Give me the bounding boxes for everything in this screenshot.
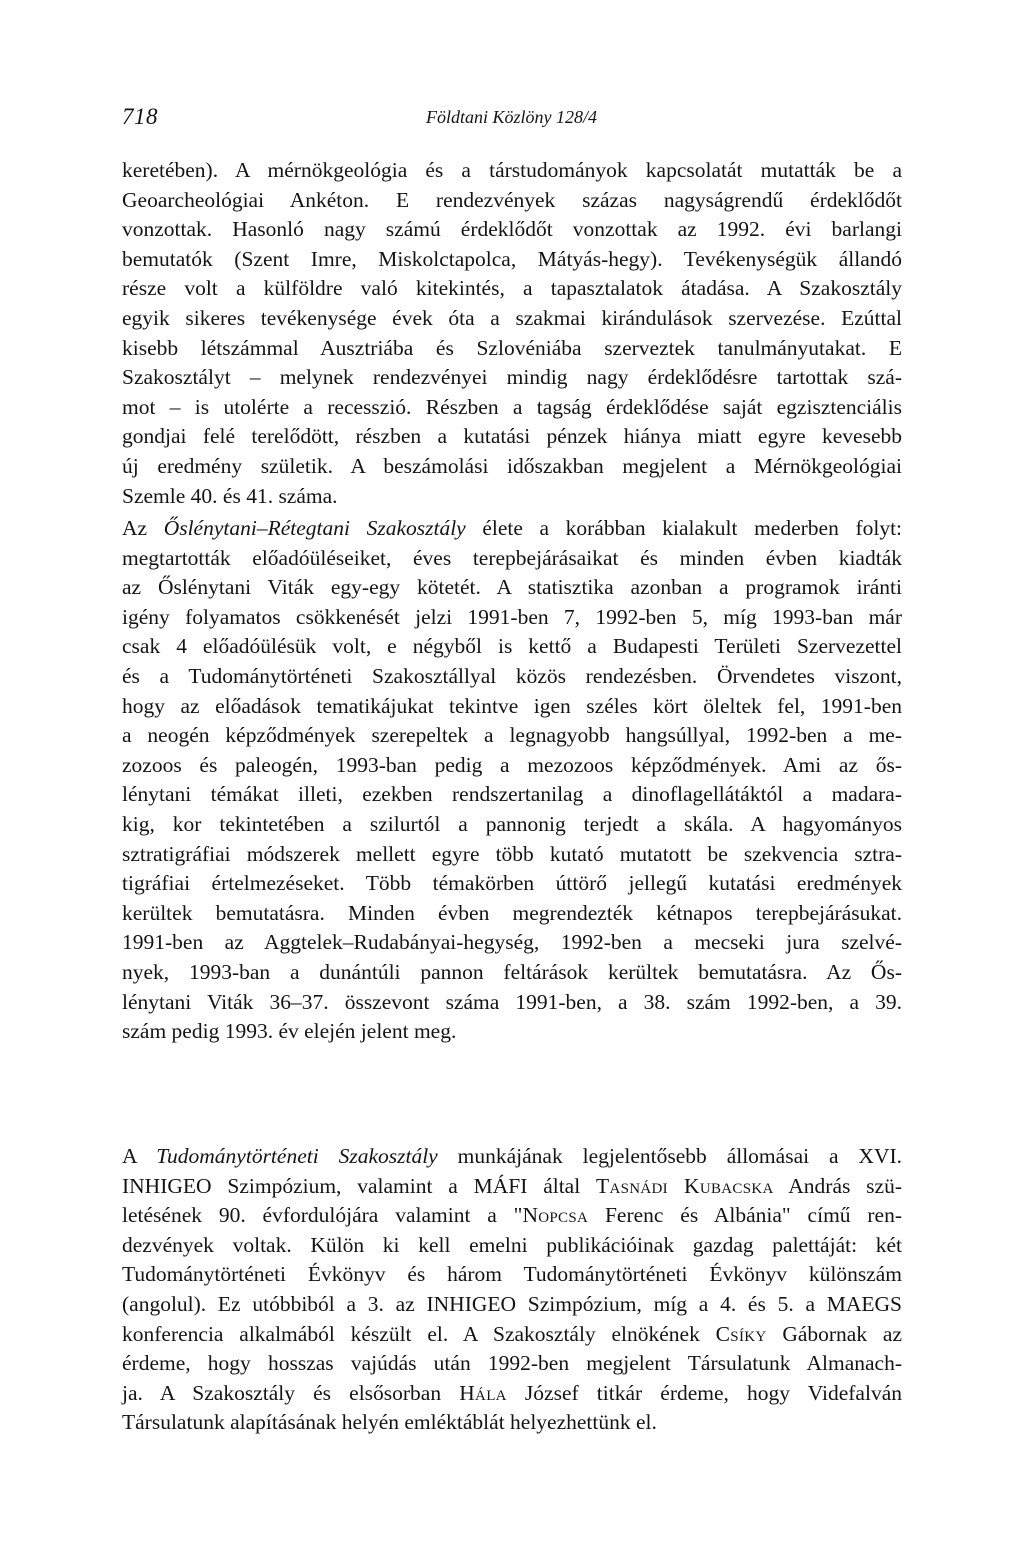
text-fragment: INHIGEO Szimpózium, valamint a MÁFI által [122, 1173, 581, 1198]
text-line: szám pedig 1993. év elején jelent meg. [122, 1019, 457, 1044]
text-line: egyik sikeres tevékenysége évek óta a szakmai kirándulások szervezése. Ezúttal [122, 305, 902, 330]
text-line: nyek, 1993-ban a dunántúli pannon feltárások kerültek bemutatásra. Az Ős- [122, 959, 902, 984]
text-line: új eredmény születik. A beszámolási időszakban megjelent a Mérnökgeológiai [122, 453, 902, 478]
person-name-smallcaps: Tasnádi Kubacska [596, 1173, 774, 1198]
text-line: megtartották előadóüléseiket, éves terepbejárásaikat és minden évben kiadták [122, 545, 902, 570]
text-line: mot – is utolérte a recesszió. Részben a tagság érdeklődése saját egzisztenciális [122, 394, 902, 419]
text-line: érdeme, hogy hosszas vajúdás után 1992-ben megjelent Társulatunk Almanach- [122, 1351, 902, 1376]
text-line: csak 4 előadóülésük volt, e négyből is kettő a Budapesti Területi Szervezettel [122, 634, 902, 659]
text-line: kerültek bemutatásra. Minden évben megrendezték kétnapos terepbejárásukat. [122, 900, 902, 925]
text-line: Szakosztályt – melynek rendezvényei mindig nagy érdeklődésre tartottak szá- [122, 365, 902, 390]
text-line: igény folyamatos csökkenését jelzi 1991-ben 7, 1992-ben 5, míg 1993-ban már [122, 604, 902, 629]
text-line: kisebb létszámmal Ausztriába és Szlovéniába szerveztek tanulmányutakat. E [122, 335, 902, 360]
text-line: gondjai felé terelődött, részben a kutatási pénzek hiánya miatt egyre kevesebb [122, 424, 902, 449]
person-name-smallcaps: Csíky [715, 1321, 767, 1346]
text-line: hogy az előadások tematikájukat tekintve igen széles kört öleltek fel, 1991-ben [122, 693, 902, 718]
text-line: (angolul). Ez utóbbiból a 3. az INHIGEO Szimpózium, míg a 4. és 5. a MAEGS [122, 1291, 902, 1316]
text-line: 1991-ben az Aggtelek–Rudabányai-hegység, 1992-ben a mecseki jura szelvé- [122, 930, 902, 955]
paragraph-paleontology-section [122, 514, 902, 1047]
paragraph-history-section [122, 1142, 902, 1438]
section-name-emphasis: Tudománytörténeti Szakosztály [156, 1144, 438, 1168]
text-line [122, 1142, 902, 1172]
text-fragment: Az [122, 516, 148, 540]
text-line: Geoarcheológiai Ankéton. E rendezvények százas nagyságrendű érdeklődőt [122, 187, 902, 212]
text-line: és a Tudománytörténeti Szakosztállyal közös rendezésben. Örvendetes viszont, [122, 663, 902, 688]
text-line: az Őslénytani Viták egy-egy kötetét. A statisztika azonban a programok iránti [122, 575, 902, 600]
text-line: keretében). A mérnökgeológia és a társtudományok kapcsolatát mutatták be a [122, 158, 902, 182]
text-line [122, 1320, 902, 1350]
text-fragment: Gábornak az [782, 1321, 902, 1346]
text-line [122, 1172, 902, 1202]
text-line: Tudománytörténeti Évkönyv és három Tudománytörténeti Évkönyv különszám [122, 1262, 902, 1287]
text-line: része volt a külföldre való kitekintés, a tapasztalatok átadása. A Szakosztály [122, 276, 902, 301]
text-line: lénytani témákat illeti, ezekben rendszertanilag a dinoflagellátáktól a madara- [122, 782, 902, 807]
person-name-smallcaps: Hála [459, 1380, 507, 1405]
text-line: zozoos és paleogén, 1993-ban pedig a mezozoos képződmények. Ami az ős- [122, 752, 902, 777]
text-line: bemutatók (Szent Imre, Miskolctapolca, Mátyás-hegy). Tevékenységük állandó [122, 246, 902, 271]
person-name-smallcaps: Nopcsa [522, 1203, 589, 1228]
text-line [122, 1201, 902, 1231]
page-number: 718 [122, 104, 158, 129]
text-fragment: Ferenc és Albánia" című ren- [604, 1203, 902, 1228]
text-line: dezvények voltak. Külön ki kell emelni publikációinak gazdag palettáját: két [122, 1232, 902, 1257]
text-line: vonzottak. Hasonló nagy számú érdeklődőt vonzottak az 1992. évi barlangi [122, 217, 902, 242]
paragraph-engineering-geology [122, 156, 902, 511]
running-header [122, 104, 902, 136]
text-fragment: József titkár érdeme, hogy Videfalván [524, 1380, 902, 1405]
text-line: kig, kor tekintetében a szilurtól a pannonig terjedt a skála. A hagyományos [122, 811, 902, 836]
text-line: Szemle 40. és 41. száma. [122, 483, 338, 508]
text-fragment: munkájának legjelentősebb állomásai a XVI. [457, 1144, 903, 1168]
text-fragment: letésének 90. évfordulójára valamint a " [122, 1203, 523, 1228]
text-line: a neogén képződmények szerepeltek a legnagyobb hangsúllyal, 1992-ben a me- [122, 723, 902, 748]
text-line: sztratigráfiai módszerek mellett egyre több kutató mutatott be szekvencia sztra- [122, 841, 902, 866]
text-line [122, 514, 902, 544]
section-name-emphasis: Őslénytani–Rétegtani Szakosztály [163, 516, 466, 540]
text-fragment: konferencia alkalmából készült el. A Szakosztály elnökének [122, 1321, 700, 1346]
journal-title: Földtani Közlöny 128/4 [426, 107, 597, 127]
text-line: Társulatunk alapításának helyén emléktáblát helyezhettünk el. [122, 1410, 657, 1435]
text-line: tigráfiai értelmezéseket. Több témakörben úttörő jellegű kutatási eredmények [122, 871, 902, 896]
text-fragment: András szü- [788, 1173, 902, 1198]
text-line [122, 1379, 902, 1409]
text-fragment: ja. A Szakosztály és elsősorban [122, 1380, 442, 1405]
text-fragment: élete a korábban kialakult mederben folyt: [482, 516, 903, 540]
text-line: lénytani Viták 36–37. összevont száma 1991-ben, a 38. szám 1992-ben, a 39. [122, 989, 902, 1014]
text-fragment: A [122, 1144, 137, 1168]
